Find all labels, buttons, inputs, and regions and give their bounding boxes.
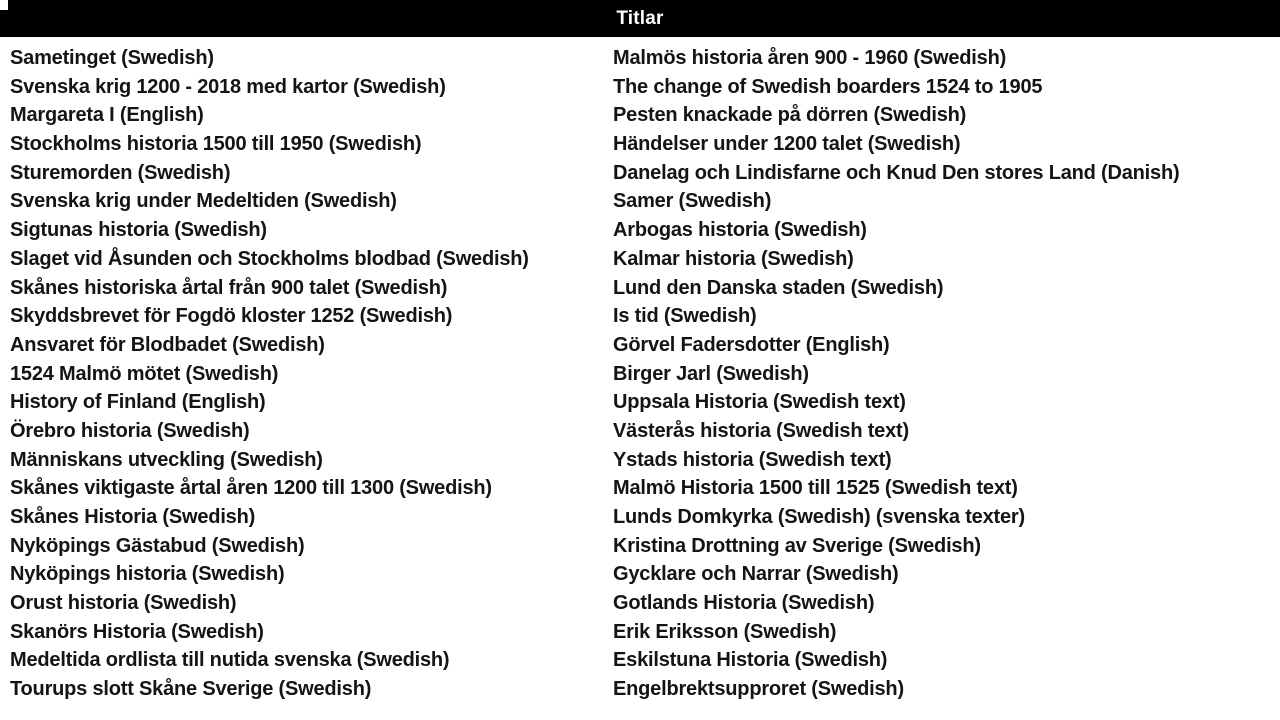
titles-list-container bbox=[0, 37, 1280, 720]
title-list-item: Pesten knackade på dörren (Swedish) bbox=[613, 104, 967, 127]
title-list-item: Ystads historia (Swedish text) bbox=[613, 448, 892, 471]
title-list-item: Margareta I (English) bbox=[10, 104, 204, 127]
title-list-item: Skyddsbrevet för Fogdö kloster 1252 (Swedish) bbox=[10, 305, 453, 328]
title-list-item: Nyköpings Gästabud (Swedish) bbox=[10, 534, 305, 557]
title-list-item: Tourups slott Skåne Sverige (Swedish) bbox=[10, 678, 372, 701]
title-list-item: Nyköpings historia (Swedish) bbox=[10, 563, 285, 586]
title-list-item: Engelbrektsupproret (Swedish) bbox=[613, 678, 904, 701]
title-list-item: Ansvaret för Blodbadet (Swedish) bbox=[10, 333, 325, 356]
title-list-item: Birger Jarl (Swedish) bbox=[613, 362, 809, 385]
title-list-item: Skanörs Historia (Swedish) bbox=[10, 620, 264, 643]
title-list-item: Erik Eriksson (Swedish) bbox=[613, 620, 837, 643]
title-list-item: History of Finland (English) bbox=[10, 391, 266, 414]
title-list-item: Danelag och Lindisfarne och Knud Den stores Land (Danish) bbox=[613, 161, 1180, 184]
titles-column-right bbox=[613, 44, 1280, 720]
title-list-item: Sturemorden (Swedish) bbox=[10, 161, 231, 184]
title-list-item: Eskilstuna Historia (Swedish) bbox=[613, 649, 888, 672]
title-list-item: Malmös historia åren 900 - 1960 (Swedish) bbox=[613, 47, 1007, 69]
title-list-item: Slaget vid Åsunden och Stockholms blodbad (Swedish) bbox=[10, 247, 529, 270]
title-list-item: Kristina Drottning av Sverige (Swedish) bbox=[613, 534, 981, 557]
title-list-item: Händelser under 1200 talet (Swedish) bbox=[613, 133, 961, 156]
title-list-item: Lunds Domkyrka (Swedish) (svenska texter) bbox=[613, 506, 1025, 528]
title-list-item: Malmö Historia 1500 till 1525 (Swedish text) bbox=[613, 477, 1018, 500]
title-list-item: Is tid (Swedish) bbox=[613, 305, 757, 328]
title-list-item: Lund den Danska staden (Swedish) bbox=[613, 276, 944, 299]
title-list-item: Örebro historia (Swedish) bbox=[10, 419, 250, 442]
corner-notch bbox=[0, 0, 8, 10]
title-list-item: Skånes Historia (Swedish) bbox=[10, 506, 256, 528]
title-list-item: Gotlands Historia (Swedish) bbox=[613, 592, 875, 615]
title-list-item: Gycklare och Narrar (Swedish) bbox=[613, 563, 899, 586]
title-list-item: Svenska krig under Medeltiden (Swedish) bbox=[10, 190, 397, 213]
title-list-item: Sigtunas historia (Swedish) bbox=[10, 219, 267, 242]
title-list-item: Görvel Fadersdotter (English) bbox=[613, 333, 890, 356]
title-list-item: Skånes viktigaste årtal åren 1200 till 1300 (Swedish) bbox=[10, 477, 492, 500]
title-list-item: Västerås historia (Swedish text) bbox=[613, 419, 909, 442]
title-list-item: Orust historia (Swedish) bbox=[10, 592, 237, 615]
title-list-item: Skånes historiska årtal från 900 talet (Swedish) bbox=[10, 276, 448, 299]
titles-column-left bbox=[0, 44, 613, 720]
title-list-item: Sametinget (Swedish) bbox=[10, 47, 214, 69]
titles-header-bar bbox=[0, 0, 1280, 37]
title-list-item: Uppsala Historia (Swedish text) bbox=[613, 391, 906, 414]
title-list-item: Medeltida ordlista till nutida svenska (Swedish) bbox=[10, 649, 450, 672]
title-list-item: Svenska krig 1200 - 2018 med kartor (Swedish) bbox=[10, 75, 446, 98]
title-list-item: Samer (Swedish) bbox=[613, 190, 772, 213]
title-list-item: 1524 Malmö mötet (Swedish) bbox=[10, 362, 279, 385]
title-list-item: Stockholms historia 1500 till 1950 (Swedish) bbox=[10, 133, 422, 156]
title-list-item: Kalmar historia (Swedish) bbox=[613, 247, 854, 270]
page-title: Titlar bbox=[616, 7, 664, 29]
title-list-item: Människans utveckling (Swedish) bbox=[10, 448, 323, 471]
title-list-item: The change of Swedish boarders 1524 to 1905 bbox=[613, 75, 1043, 98]
title-list-item: Arbogas historia (Swedish) bbox=[613, 219, 867, 242]
